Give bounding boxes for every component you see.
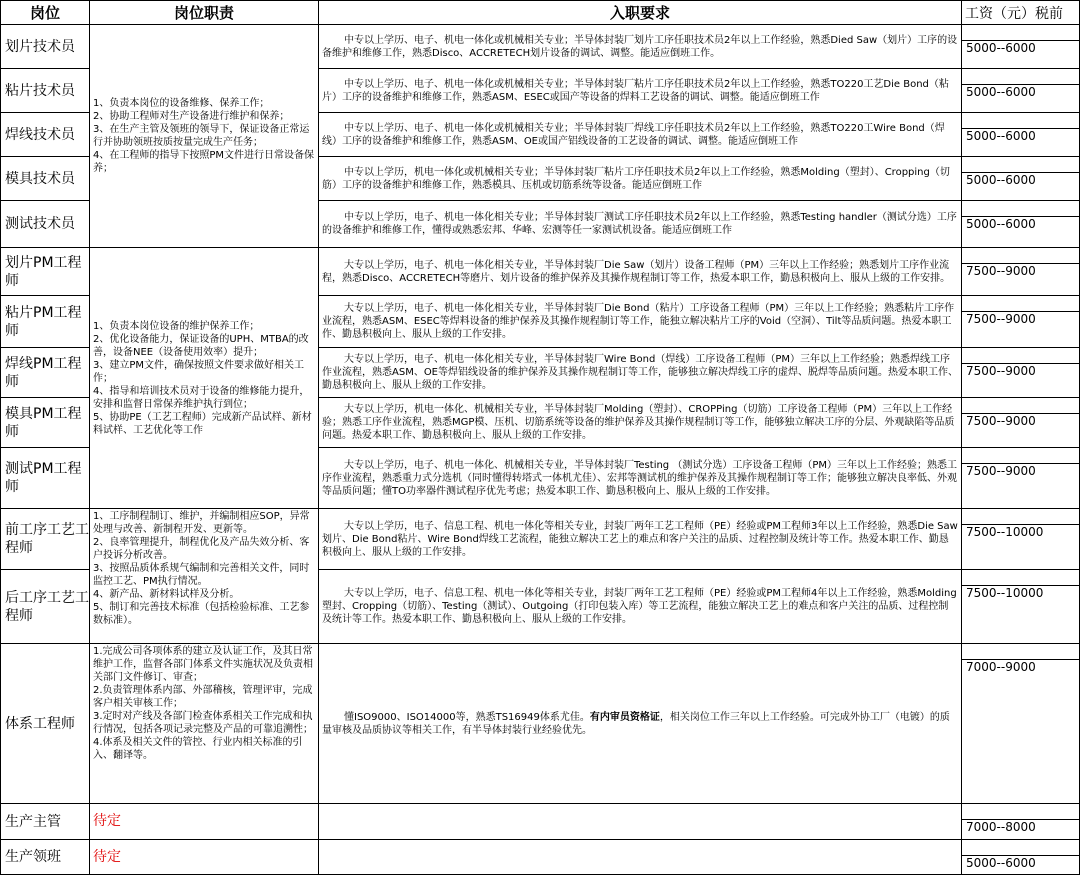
salary-value: 5000--6000 bbox=[966, 41, 1036, 55]
salary-value: 7500--9000 bbox=[966, 264, 1036, 278]
salary-cell bbox=[962, 296, 1080, 348]
salary-value: 7500--9000 bbox=[966, 312, 1036, 326]
salary-cell bbox=[962, 348, 1080, 398]
requirement-cell bbox=[319, 248, 962, 296]
table-row bbox=[1, 509, 1080, 570]
salary-cell bbox=[962, 448, 1080, 509]
duty-line: 1.完成公司各项体系的建立及认证工作，及其日常维护工作，监督各部门体系文件实施状况及负责相关部门文件修订、审查； bbox=[93, 646, 313, 683]
requirement-cell bbox=[319, 25, 962, 69]
position-cell: 生产主管 bbox=[1, 804, 90, 840]
requirement-text: 大专以上学历，电子、信息工程、机电一体化等相关专业，封装厂两年工艺工程师（PE）经验或PM工程师4年以上工作经验，熟悉Molding塑封、Cropping（切筋）、Testing（测试）、Outgoing（打印包装入库）等工艺流程，能独立解决工艺上的难点和客户关注的品质、过程控制及统计等工作。热爱本职工作、勤恳积极向上、服从上级的工作安排。 bbox=[322, 588, 957, 625]
position-cell: 测试PM工程师 bbox=[1, 448, 90, 509]
salary-cell bbox=[962, 157, 1080, 201]
duty-line: 2、良率管理提升，制程优化及产品失效分析、客户投诉分析改善。 bbox=[93, 537, 310, 561]
duty-line: 2、优化设备能力，保证设备的UPH、MTBA的改善，设备NEE（设备使用效率）提升； bbox=[93, 333, 309, 358]
requirement-cell bbox=[319, 157, 962, 201]
position-cell: 焊线PM工程师 bbox=[1, 348, 90, 398]
salary-cell bbox=[962, 69, 1080, 113]
requirement-text: 大专以上学历，电子、机电一体化相关专业，半导体封装厂Die Saw（划片）设备工程师（PM）三年以上工作经验；熟悉划片工序作业流程，熟悉Disco、ACCRETECH等磨片、划片设备的维护保养及其操作规程制订等工作，热爱本职工作，勤恳积极向上、服从上级的工作安排。 bbox=[322, 259, 951, 284]
salary-cell bbox=[962, 509, 1080, 570]
requirement-text: 大专以上学历，电子、机电一体化相关专业，半导体封装厂Die Bond（粘片）工序设备工程师（PM）三年以上工作经验；熟悉粘片工序作业流程，熟悉ASM、ESEC等焊料设备的维护保养及其操作规程制订等工作，能独立解决粘片工序的Void（空洞）、Tilt等品质问题。热爱本职工作、勤恳积极向上、服从上级的工作安排。 bbox=[322, 303, 955, 340]
salary-cell bbox=[962, 113, 1080, 157]
salary-cell bbox=[962, 644, 1080, 804]
requirement-text: 中专以上学历、电子、机电一体化或机械相关专业；半导体封装厂粘片工序任职技术员2年以上工作经验，熟悉TO220工艺Die Bond（粘片）工序的设备维护和维修工作，熟悉ASM、ESEC或国产等设备的焊料工艺设备的调试、调整。能适应倒班工作 bbox=[322, 78, 949, 103]
salary-cell bbox=[962, 201, 1080, 248]
salary-value: 5000--6000 bbox=[966, 173, 1036, 187]
duty-line: 4、新产品、新材料试样及分析。 bbox=[93, 589, 240, 600]
requirement-cell bbox=[319, 570, 962, 644]
duty-line: 1、工序制程制订、维护，并编制相应SOP，异常处理与改善、新制程开发、更新等。 bbox=[93, 511, 310, 535]
duty-line: 2.负责管理体系内部、外部稽核，管理评审，完成客户相关审核工作； bbox=[93, 685, 313, 709]
duty-line: 4、在工程师的指导下按照PM文件进行日常设备保养； bbox=[93, 150, 315, 174]
duty-line: 5、制订和完善技术标准（包括检验标准、工艺参数标准）。 bbox=[93, 602, 310, 626]
salary-value: 7500--10000 bbox=[966, 586, 1044, 600]
requirement-emphasis: 有内审员资格证 bbox=[589, 711, 660, 723]
duty-tbd: 待定 bbox=[90, 840, 319, 875]
duty-line: 2、协助工程师对生产设备进行维护和保养； bbox=[93, 111, 290, 122]
position-cell: 粘片技术员 bbox=[1, 69, 90, 113]
requirement-cell bbox=[319, 398, 962, 448]
requirement-text: 中专以上学历，电子、机电一体化相关专业；半导体封装厂测试工序任职技术员2年以上工作经验，熟悉Testing handler（测试分选）工序的设备维护和维修工作，懂得或熟悉宏邦、华峰、宏测等任一家测试机设备。能适应倒班工作 bbox=[322, 212, 957, 236]
salary-value: 7500--10000 bbox=[966, 525, 1044, 539]
duty-line: 3、在生产主管及领班的领导下，保证设备正常运行并协助领班按质按量完成生产任务； bbox=[93, 124, 310, 148]
position-cell: 模具PM工程师 bbox=[1, 398, 90, 448]
salary-value: 7500--9000 bbox=[966, 464, 1036, 478]
salary-cell bbox=[962, 25, 1080, 69]
position-cell: 焊线技术员 bbox=[1, 113, 90, 157]
salary-value: 7000--8000 bbox=[966, 820, 1036, 834]
requirement-part: ，相关岗位工作三年以上工作经验。可完成外协工厂（电镀）的质量审核及品质协议等相关工作，有半导体封装行业经验优先。 bbox=[322, 711, 950, 736]
salary-cell bbox=[962, 804, 1080, 840]
requirement-cell bbox=[319, 348, 962, 398]
position-cell: 体系工程师 bbox=[1, 644, 90, 804]
salary-value: 7500--9000 bbox=[966, 414, 1036, 428]
header-duties: 岗位职责 bbox=[90, 1, 319, 25]
requirement-cell bbox=[319, 69, 962, 113]
duty-tbd: 待定 bbox=[90, 804, 319, 840]
table-row bbox=[1, 248, 1080, 296]
position-cell: 模具技术员 bbox=[1, 157, 90, 201]
duty-line: 5、协助PE（工艺工程师）完成新产品试样、新材料试样、工艺优化等工作 bbox=[93, 411, 312, 436]
requirement-cell bbox=[319, 201, 962, 248]
header-requirements: 入职要求 bbox=[319, 1, 962, 25]
salary-cell bbox=[962, 398, 1080, 448]
requirement-text: 中专以上学历、电子、机电一体化或机械相关专业；半导体封装厂焊线工序任职技术员2年以上工作经验，熟悉TO220工Wire Bond（焊线）工序的设备维护和维修工作，熟悉ASM、OE或国产铝线设备的工艺设备的调试、调整。能适应倒班工作 bbox=[322, 122, 945, 147]
requirement-text: 中专以上学历、电子、机电一体化或机械相关专业；半导体封装厂划片工序任职技术员2年以上工作经验，熟悉Died Saw（划片）工序的设备维护和维修工作，熟悉Disco、ACCRETECH划片设备的调试、调整。能适应倒班工作。 bbox=[322, 34, 958, 59]
requirement-text: 大专以上学历，电子、信息工程、机电一体化等相关专业，封装厂两年工艺工程师（PE）经验或PM工程师3年以上工作经验，熟悉Die Saw划片、Die Bond粘片、Wire Bond焊线工艺流程，能独立解决工艺上的难点和客户关注的品质、过程控制及统计等工作。热爱本职工作、勤恳积极向上、服从上级的工作安排。 bbox=[322, 520, 958, 558]
header-position: 岗位 bbox=[1, 1, 90, 25]
requirement-cell bbox=[319, 509, 962, 570]
requirement-text: 中专以上学历，机电一体化或机械相关专业；半导体封装厂粘片工序任职技术员2年以上工作经验，熟悉Molding（塑封）、Cropping（切筋）工序的设备维护和维修工作，熟悉模具、压机或切筋系统等设备。能适应倒班工作 bbox=[322, 166, 950, 191]
duty-line: 4、指导和培训技术员对于设备的维修能力提升，安排和监督日常保养维护执行到位； bbox=[93, 385, 310, 410]
sys-duties-cell bbox=[90, 644, 319, 804]
header-row bbox=[1, 1, 1080, 25]
duty-line: 3.定时对产线及各部门检查体系相关工作完成和执行情况，包括各项记录完整及产品的可靠追溯性； bbox=[93, 711, 313, 735]
salary-value: 5000--6000 bbox=[966, 217, 1036, 231]
salary-value: 7000--9000 bbox=[966, 660, 1036, 674]
salary-value: 5000--6000 bbox=[966, 85, 1036, 99]
position-cell: 粘片PM工程师 bbox=[1, 296, 90, 348]
duty-line: 3、按照品质体系规气编制和完善相关文件，同时监控工艺、PM执行情况。 bbox=[93, 563, 310, 587]
table-row bbox=[1, 804, 1080, 840]
requirement-cell bbox=[319, 448, 962, 509]
salary-cell bbox=[962, 840, 1080, 875]
duty-line: 4.体系及相关文件的管控、行业内相关标准的引入、翻译等。 bbox=[93, 737, 303, 761]
position-cell: 后工序工艺工程师 bbox=[1, 570, 90, 644]
table-row bbox=[1, 840, 1080, 875]
requirement-cell bbox=[319, 804, 962, 840]
requirement-cell bbox=[319, 113, 962, 157]
duty-line: 1、负责本岗位的设备维修、保养工作； bbox=[93, 98, 270, 109]
requirement-cell bbox=[319, 644, 962, 804]
position-cell: 划片PM工程师 bbox=[1, 248, 90, 296]
requirement-part: 懂ISO9000、ISO14000等，熟悉TS16949体系尤佳。 bbox=[344, 711, 590, 723]
position-cell: 划片技术员 bbox=[1, 25, 90, 69]
requirement-cell bbox=[319, 840, 962, 875]
requirement-text: 大专以上学历，电子、机电一体化相关专业，半导体封装厂Wire Bond（焊线）工序设备工程师（PM）三年以上工作经验；熟悉焊线工序作业流程，熟悉ASM、OE等焊铝线设备的维护保养及其操作规程制订等工作，能够独立解决焊线工序的虚焊、脱焊等品质问题。热爱本职工作、勤恳积极向上、服从上级的工作安排。 bbox=[322, 354, 959, 391]
requirement-cell bbox=[319, 296, 962, 348]
salary-cell bbox=[962, 570, 1080, 644]
requirement-text: 大专以上学历，电子、机电一体化、机械相关专业，半导体封装厂Testing （测试分选）工序设备工程师（PM）三年以上工作经验；熟悉工序作业流程，熟悉重力式分选机（同时懂得转塔式一体机尤佳）、宏邦等测试机的维护保养及其操作规程制订等工作；能够独立解决良率低、外观等品质问题；懂TO功率器件测试程序优先考虑；热爱本职工作、勤恳积极向上、服从上级的工作安排。 bbox=[322, 459, 957, 497]
salary-cell bbox=[962, 248, 1080, 296]
duty-line: 1、负责本岗位设备的维护保养工作； bbox=[93, 320, 260, 332]
duty-line: 3、建立PM文件，确保按照文件要求做好相关工作； bbox=[93, 359, 305, 384]
salary-value: 5000--6000 bbox=[966, 129, 1036, 143]
requirement-text bbox=[322, 711, 958, 737]
position-cell: 生产领班 bbox=[1, 840, 90, 875]
salary-value: 7500--9000 bbox=[966, 364, 1036, 378]
requirement-text: 大专以上学历，机电一体化、机械相关专业，半导体封装厂Molding（塑封）、CROPPing（切筋）工序设备工程师（PM）三年以上工作经验；熟悉工序作业流程，熟悉MGP模、压机、切筋系统等设备的维护保养及其操作规程制订等工作，能够独立解决工序的分层、外观缺陷等品质问题。热爱本职工作、勤恳积极向上、服从上级的工作安排。 bbox=[322, 404, 955, 441]
position-cell: 测试技术员 bbox=[1, 201, 90, 248]
pm-duties-cell bbox=[90, 248, 319, 509]
table-row bbox=[1, 25, 1080, 69]
tech-duties-cell bbox=[90, 25, 319, 248]
header-salary: 工资（元）税前 bbox=[962, 1, 1080, 25]
salary-value: 5000--6000 bbox=[966, 856, 1036, 870]
pe-duties-cell bbox=[90, 509, 319, 644]
position-cell: 前工序工艺工程师 bbox=[1, 509, 90, 570]
table-row bbox=[1, 644, 1080, 804]
